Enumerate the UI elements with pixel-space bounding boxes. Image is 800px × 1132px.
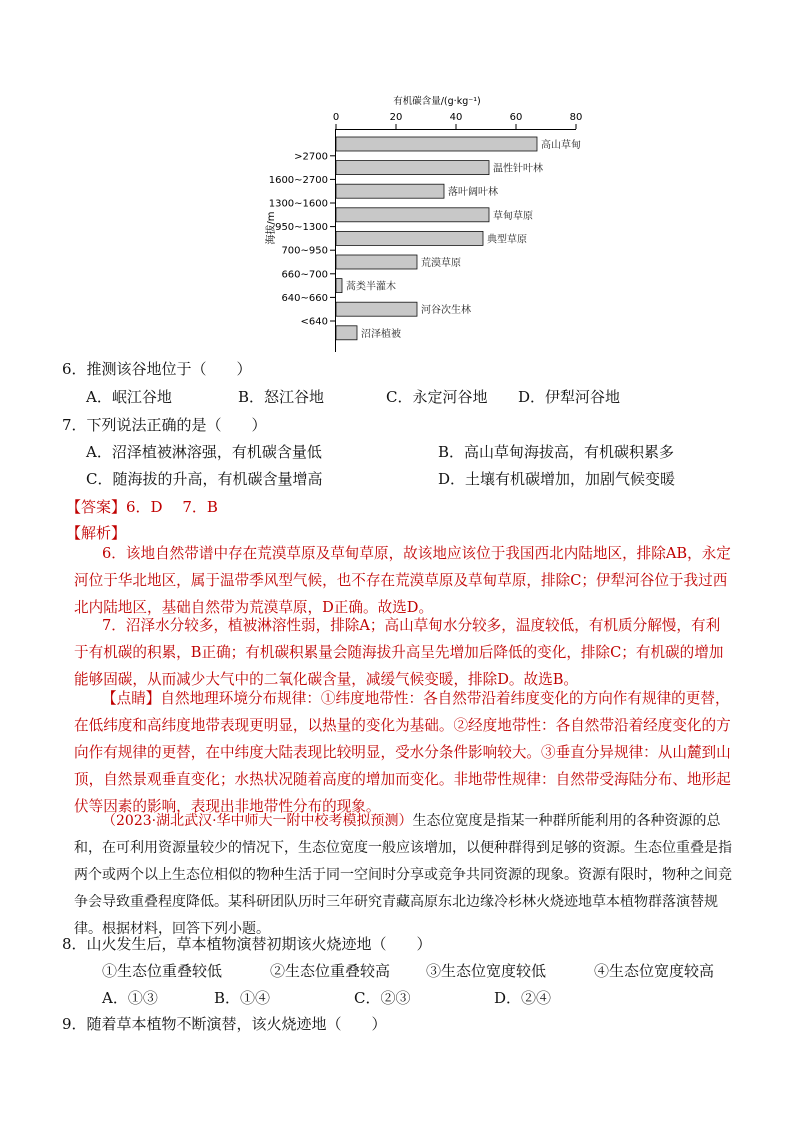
bar — [336, 137, 537, 151]
tip-label: 【点睛】 — [102, 690, 161, 707]
bar-label: 蒿类半灌木 — [346, 281, 396, 293]
bar-label: 草甸草原 — [493, 210, 533, 222]
bar — [336, 184, 444, 198]
q8-option-c: C．②③ — [354, 989, 411, 1007]
material-text: 生态位宽度是指某一种群所能利用的各种资源的总和，在可利用资源量较少的情况下，生态位宽度一般应该增加，以便种群得到足够的资源。生态位重叠是指两个或两个以上生态位相似的物种生活于同一空间时分享或竞争共同资源的现象。资源有限时，物种之间竞争会导致重叠程度降低。某科研团队历时三年研究青藏高原东北边缘冷杉林火烧迹地草本植物群落演替规律。根据材料，回答下列小题。 — [74, 813, 732, 937]
tip-text: 自然地理环境分布规律：①纬度地带性：各自然带沿着纬度变化的方向作有规律的更替，在低纬度和高纬度地带表现更明显，以热量的变化为基础。②经度地带性：各自然带沿着经度变化的方向作有规律的更替，在中纬度大陆表现比较明显，受水分条件影响较大。③垂直分异规律：从山麓到山顶，自然景观垂直变化；水热状况随着高度的增加而变化。非地带性规律：自然带受海陆分布、地形起伏等因素的影响，表现出非地带性分布的现象。 — [74, 690, 731, 815]
q8-statement-4: ④生态位宽度较高 — [594, 962, 715, 980]
bar — [336, 326, 357, 340]
material-paragraph — [74, 808, 734, 943]
answer: 【答案】6．D 7．B — [66, 498, 218, 516]
q6-option-a: A．岷江谷地 — [86, 388, 172, 406]
bar-label: 落叶阔叶林 — [448, 187, 498, 199]
altitude-tick-label: <640 — [300, 316, 328, 328]
bar — [336, 161, 489, 175]
q8-stem: 8．山火发生后，草本植物演替初期该火烧迹地（ ） — [62, 935, 432, 953]
altitude-tick-label: 1300~1600 — [268, 198, 328, 210]
organic-carbon-altitude-chart — [0, 0, 800, 360]
q8-option-d: D．②④ — [494, 989, 552, 1007]
q6-option-d: D．伊犁河谷地 — [518, 388, 621, 406]
tip-paragraph — [74, 685, 734, 820]
x-axis — [333, 112, 583, 129]
bar — [336, 255, 417, 269]
q7-option-b: B．高山草甸海拔高，有机碳积累多 — [438, 443, 675, 461]
bar-label: 典型草原 — [487, 234, 527, 246]
q8-option-b: B．①④ — [214, 989, 271, 1007]
q7-stem: 7．下列说法正确的是（ ） — [62, 416, 267, 434]
bar — [336, 231, 483, 245]
altitude-tick-label: 1600~2700 — [268, 174, 328, 186]
q7-option-d: D．土壤有机碳增加，加剧气候变暖 — [438, 470, 676, 488]
source: （2023·湖北武汉·华中师大一附中校考模拟预测） — [102, 813, 413, 829]
q6-option-b: B．怒江谷地 — [238, 388, 325, 406]
chart-title: 有机碳含量/(g·kg⁻¹) — [393, 96, 481, 107]
q8-option-a: A．①③ — [102, 989, 158, 1007]
analysis-heading: 【解析】 — [66, 524, 127, 542]
analysis-7: 7．沼泽水分较多，植被淋溶性弱，排除A；高山草甸水分较多，温度较低，有机质分解慢，有利于有机碳的积累，B正确；有机碳积累量会随海拔升高呈先增加后降低的变化，排除C；有机碳的增加能够固碳，从而减少大气中的二氧化碳含量，减缓气候变暖，排除D。故选B。 — [74, 617, 724, 688]
q9-stem: 9．随着草本植物不断演替，该火烧迹地（ ） — [62, 1015, 387, 1033]
altitude-tick-label: 640~660 — [281, 292, 328, 304]
altitude-axis — [269, 151, 335, 327]
bar-label: 河谷次生林 — [421, 305, 471, 317]
altitude-tick-label: 950~1300 — [275, 222, 328, 234]
bar — [336, 302, 417, 316]
bar-label: 温性针叶林 — [493, 163, 543, 175]
altitude-tick-label: 700~950 — [281, 245, 328, 257]
x-tick-label: 20 — [389, 112, 403, 123]
q8-statement-3: ③生态位宽度较低 — [426, 962, 547, 980]
bar-label: 荒漠草原 — [421, 258, 461, 269]
x-tick-label: 40 — [449, 112, 463, 123]
y-axis-label: 海拔/m — [266, 211, 277, 245]
analysis-6: 6．该地自然带谱中存在荒漠草原及草甸草原，故该地应该位于我国西北内陆地区，排除AB，永定河位于华北地区，属于温带季风型气候，也不存在荒漠草原及草甸草原，排除C；伊犁河谷位于我过西北内陆地区，基础自然带为荒漠草原，D正确。故选D。 — [74, 545, 731, 616]
x-tick-label: 0 — [332, 112, 340, 123]
q6-stem: 6．推测该谷地位于（ ） — [62, 360, 252, 378]
q8-statement-1: ①生态位重叠较低 — [102, 962, 223, 980]
bar-label: 高山草甸 — [541, 140, 581, 151]
x-tick-label: 80 — [569, 112, 583, 123]
q8-statement-2: ②生态位重叠较高 — [270, 962, 391, 980]
bar — [336, 208, 489, 222]
altitude-tick-label: 660~700 — [281, 269, 328, 281]
q6-option-c: C．永定河谷地 — [386, 388, 488, 406]
q7-option-a: A．沼泽植被淋溶强，有机碳含量低 — [86, 443, 322, 461]
q7-option-c: C．随海拔的升高，有机碳含量增高 — [86, 470, 323, 488]
bar — [336, 279, 342, 293]
x-tick-label: 60 — [509, 112, 523, 123]
bars — [336, 137, 581, 340]
altitude-tick-label: >2700 — [294, 151, 328, 163]
bar-label: 沼泽植被 — [361, 328, 401, 340]
